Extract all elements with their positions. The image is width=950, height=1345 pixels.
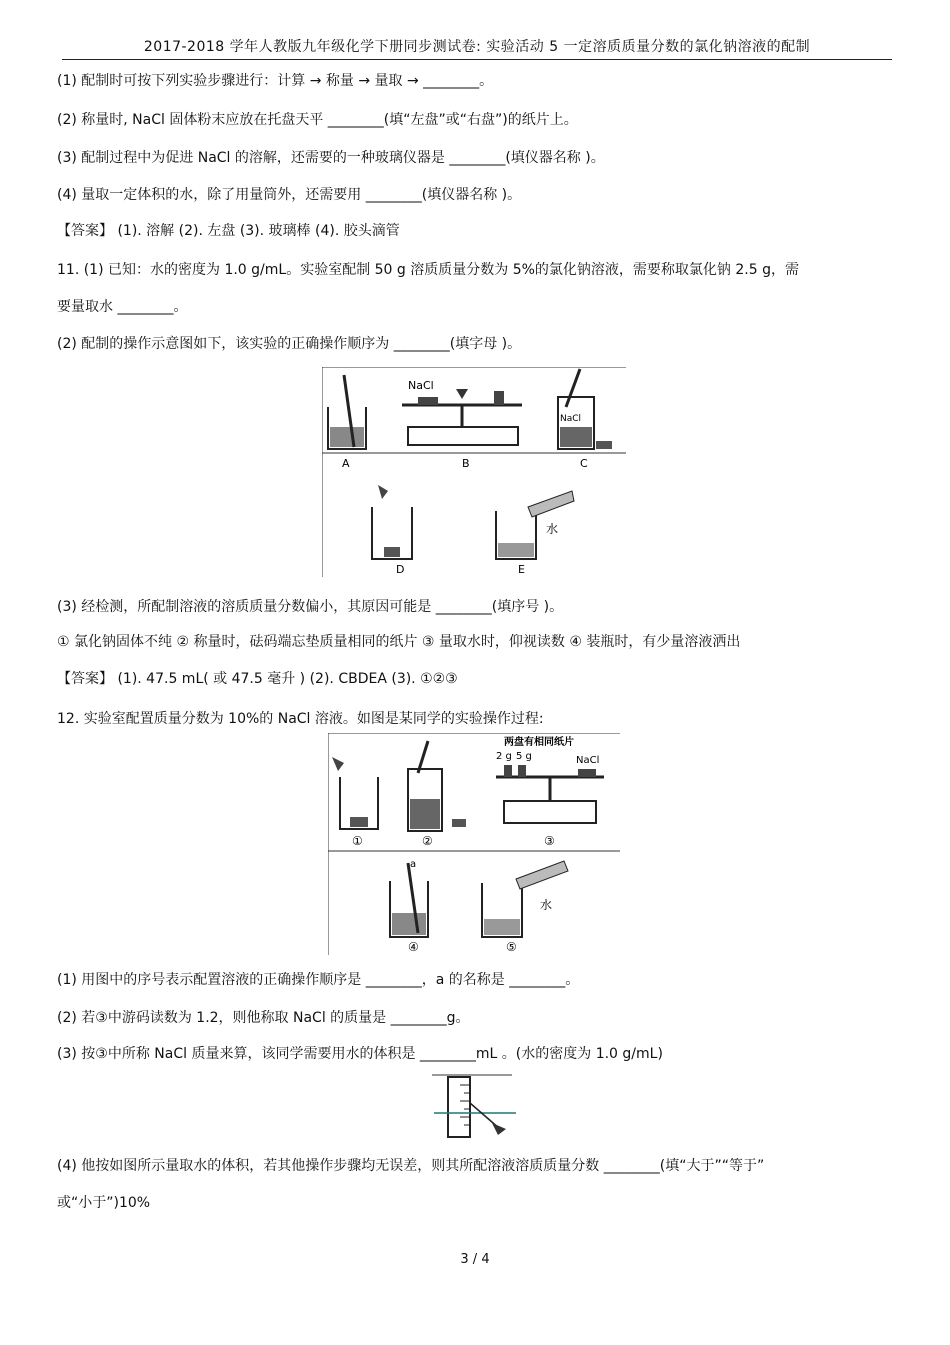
label-a: A xyxy=(342,457,350,470)
q12-part1: (1) 用图中的序号表示配置溶液的正确操作顺序是 ________，a 的名称是 ________。 xyxy=(57,972,580,988)
experiment-figure-2 xyxy=(328,733,620,955)
q11-intro: 11. (1) 已知：水的密度为 1.0 g/mL。实验室配制 50 g 溶质质量分数为 5%的氯化钠溶液，需要称取氯化钠 2.5 g，需 xyxy=(57,262,799,278)
pour-water-illustration xyxy=(496,491,574,559)
q12-part2: (2) 若③中游码读数为 1.2，则他称取 NaCl 的质量是 ________g。 xyxy=(57,1010,470,1026)
step-1-label: ① xyxy=(352,834,363,848)
pour-solid-illustration xyxy=(372,485,412,559)
page-number: 3 / 4 xyxy=(460,1252,490,1267)
pour-solid-illustration-2 xyxy=(332,757,378,829)
rod-label-a: a xyxy=(410,859,417,870)
page-header: 2017-2018 学年人教版九年级化学下册同步测试卷: 实验活动 5 一定溶质质量分数的氯化钠溶液的配制 xyxy=(62,36,892,60)
weight-2g: 2 g xyxy=(496,751,512,762)
q11-intro-cont: 要量取水 ________。 xyxy=(57,299,188,315)
figure-2-caption: 两盘有相同纸片 xyxy=(504,737,574,748)
water-label-1: 水 xyxy=(546,522,559,536)
step-3-label: ③ xyxy=(544,834,555,848)
q10-answer: 【答案】 (1). 溶解 (2). 左盘 (3). 玻璃棒 (4). 胶头滴管 xyxy=(57,223,400,239)
q11-part2: (2) 配制的操作示意图如下，该实验的正确操作顺序为 ________(填字母 )。 xyxy=(57,336,522,352)
nacl-label-2: NaCl xyxy=(560,414,582,424)
beaker-stirring-illustration-2 xyxy=(390,863,428,937)
balance-illustration xyxy=(402,389,522,445)
step-2-label: ② xyxy=(422,834,433,848)
q12-part4: (4) 他按如图所示量取水的体积，若其他操作步骤均无误差，则其所配溶液溶质质量分数 ________(填“大于”“等于” xyxy=(57,1158,765,1174)
q10-part2: (2) 称量时, NaCl 固体粉末应放在托盘天平 ________(填“左盘”或“右盘”)的纸片上。 xyxy=(57,112,578,128)
weight-5g: 5 g xyxy=(516,751,532,762)
beaker-stirring-illustration xyxy=(328,375,366,449)
nacl-label-3: NaCl xyxy=(576,755,600,766)
q12-intro: 12. 实验室配置质量分数为 10%的 NaCl 溶液。如图是某同学的实验操作过程: xyxy=(57,711,544,727)
q11-options: ① 氯化钠固体不纯 ② 称量时，砝码端忘垫质量相同的纸片 ③ 量取水时，仰视读数 ④ 装瓶时，有少量溶液洒出 xyxy=(57,634,741,650)
q11-answer: 【答案】 (1). 47.5 mL( 或 47.5 毫升 ) (2). CBDEA (3). ①②③ xyxy=(57,671,458,687)
q12-part3: (3) 按③中所称 NaCl 质量来算，该同学需要用水的体积是 ________mL 。(水的密度为 1.0 g/mL) xyxy=(57,1046,663,1062)
label-d: D xyxy=(396,563,405,576)
q10-part1: (1) 配制时可按下列实验步骤进行：计算 → 称量 → 量取 → ________。 xyxy=(57,73,494,89)
step-5-label: ⑤ xyxy=(506,940,517,954)
cylinder-reading-figure xyxy=(432,1073,518,1141)
reagent-bottle-illustration-2 xyxy=(408,741,466,831)
nacl-label-1: NaCl xyxy=(408,379,434,392)
q11-part3: (3) 经检测，所配制溶液的溶质质量分数偏小，其原因可能是 ________(填序号 )。 xyxy=(57,599,564,615)
reagent-bottle-illustration xyxy=(558,369,612,449)
label-e: E xyxy=(518,563,525,576)
label-b: B xyxy=(462,457,470,470)
q10-part4: (4) 量取一定体积的水，除了用量筒外，还需要用 ________(填仪器名称 )。 xyxy=(57,187,522,203)
step-4-label: ④ xyxy=(408,940,419,954)
water-label-2: 水 xyxy=(540,898,553,912)
balance-illustration-2 xyxy=(496,765,604,823)
label-c: C xyxy=(580,457,588,470)
pour-water-illustration-2 xyxy=(482,861,568,937)
q10-part3: (3) 配制过程中为促进 NaCl 的溶解，还需要的一种玻璃仪器是 ________(填仪器名称 )。 xyxy=(57,150,605,166)
q12-part4-cont: 或“小于”)10% xyxy=(57,1195,151,1211)
experiment-figure-1 xyxy=(322,367,626,577)
